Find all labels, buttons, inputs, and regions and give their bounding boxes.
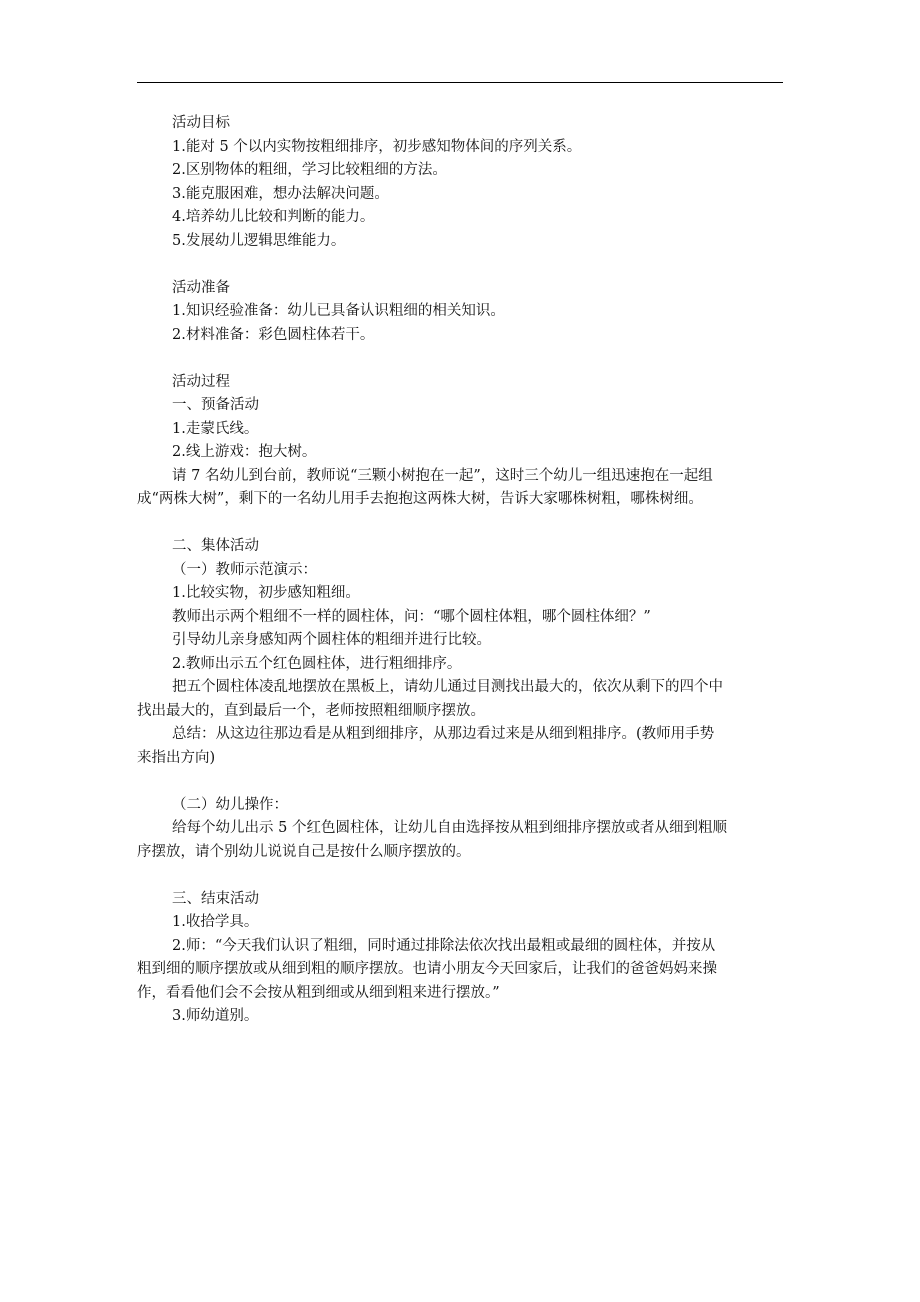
part3-title: 三、结束活动 [172, 890, 259, 907]
goal-item: 2.区别物体的粗细，学习比较粗细的方法。 [172, 162, 447, 178]
part3-item: 3.师幼道别。 [172, 1008, 259, 1024]
header-rule [137, 82, 783, 83]
part2-paragraph-line: 给每个幼儿出示 5 个红色圆柱体，让幼儿自由选择按从粗到细排序摆放或者从细到粗顺 [172, 820, 727, 836]
spacer [172, 770, 782, 794]
spacer [172, 512, 782, 536]
part1-title: 一、预备活动 [172, 397, 259, 413]
part3-item: 1.收拾学具。 [172, 914, 259, 930]
part2-paragraph-line: 找出最大的，直到最后一个，老师按照粗细顺序摆放。 [137, 702, 485, 719]
part2-item: 2.教师出示五个红色圆柱体，进行粗细排序。 [172, 655, 462, 672]
document-body [137, 112, 782, 1029]
summary-line: 总结：从这边往那边看是从粗到细排序，从那边看过来是从细到粗排序。(教师用手势 [172, 726, 715, 742]
spacer [172, 864, 782, 888]
prep-item: 2.材料准备：彩色圆柱体若干。 [172, 326, 375, 343]
part2-subheading: （二）幼儿操作： [172, 796, 288, 813]
process-heading: 活动过程 [172, 373, 230, 390]
goal-item: 4.培养幼儿比较和判断的能力。 [172, 209, 375, 225]
goals-heading: 活动目标 [172, 115, 230, 131]
part2-paragraph-line: 序摆放，请个别幼儿说说自己是按什么顺序摆放的。 [137, 843, 471, 860]
part2-paragraph-line: 把五个圆柱体凌乱地摆放在黑板上，请幼儿通过目测找出最大的，依次从剩下的四个中 [172, 679, 723, 695]
part1-item: 2.线上游戏：抱大树。 [172, 444, 317, 460]
goal-item: 1.能对 5 个以内实物按粗细排序，初步感知物体间的序列关系。 [172, 138, 582, 155]
spacer [172, 347, 782, 371]
part3-paragraph-line: 粗到细的顺序摆放或从细到粗的顺序摆放。也请小朋友今天回家后，让我们的爸爸妈妈来操 [137, 961, 717, 977]
goal-item: 3.能克服困难，想办法解决问题。 [172, 185, 389, 202]
part3-paragraph-line: 作，看看他们会不会按从粗到细或从细到粗来进行摆放。” [137, 984, 500, 1001]
prep-item: 1.知识经验准备：幼儿已具备认识粗细的相关知识。 [172, 303, 505, 319]
prep-heading: 活动准备 [172, 279, 230, 296]
part3-paragraph-line: 2.师：“今天我们认识了粗细，同时通过排除法依次找出最粗或最细的圆柱体，并按从 [172, 937, 716, 954]
part2-line: 教师出示两个粗细不一样的圆柱体，问：“哪个圆柱体粗，哪个圆柱体细？” [172, 608, 651, 625]
part2-line: 引导幼儿亲身感知两个圆柱体的粗细并进行比较。 [172, 632, 491, 648]
part2-subheading: （一）教师示范演示： [172, 561, 317, 578]
part1-paragraph-line: 成“两株大树”，剩下的一名幼儿用手去抱抱这两株大树，告诉大家哪株树粗，哪株树细。 [137, 491, 703, 507]
part1-paragraph-line: 请 7 名幼儿到台前，教师说“三颗小树抱在一起”，这时三个幼儿一组迅速抱在一起组 [172, 467, 713, 484]
part1-item: 1.走蒙氏线。 [172, 420, 259, 437]
part2-title: 二、集体活动 [172, 538, 259, 554]
part2-item: 1.比较实物，初步感知粗细。 [172, 585, 360, 601]
spacer [172, 253, 782, 277]
goal-item: 5.发展幼儿逻辑思维能力。 [172, 232, 346, 249]
summary-line: 来指出方向) [137, 749, 216, 766]
